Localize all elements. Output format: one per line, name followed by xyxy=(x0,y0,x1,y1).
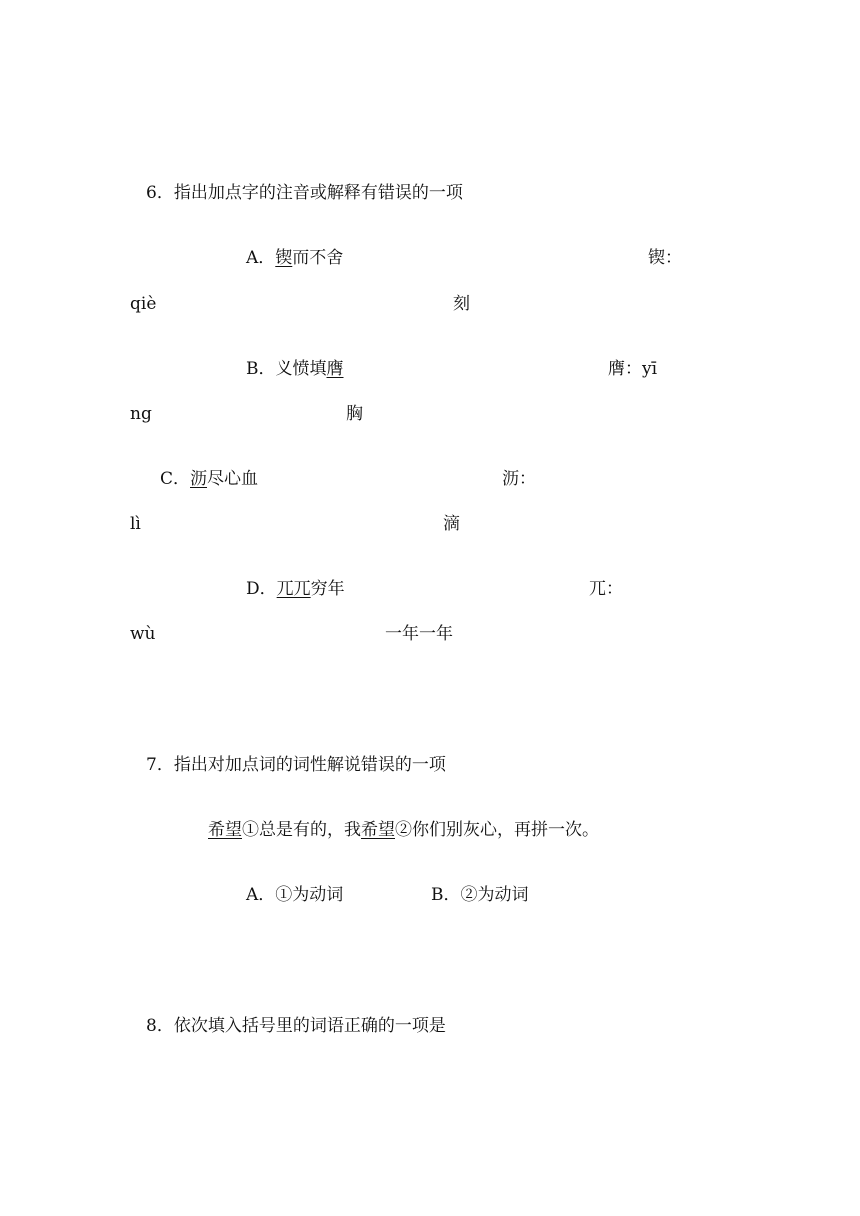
question-8-stem: 8．依次填入括号里的词语正确的一项是 xyxy=(146,1016,446,1036)
marked-char: 沥 xyxy=(190,469,208,489)
q6-option-c-term: C．沥尽心血 xyxy=(160,469,259,489)
marked-word: 希望 xyxy=(208,820,242,840)
q6-option-a-meaning: 刻 xyxy=(453,294,470,314)
q6-option-c-meaning: 滴 xyxy=(443,514,460,534)
q6-option-b-pinyin: ng xyxy=(130,404,152,424)
q6-option-b-gloss-char: 膺：yī xyxy=(608,359,658,379)
q6-option-d-meaning: 一年一年 xyxy=(385,624,453,644)
q6-option-c-gloss-char: 沥： xyxy=(502,469,536,489)
q7-option-a: A．①为动词 xyxy=(246,885,344,905)
question-7-stem: 7．指出对加点词的词性解说错误的一项 xyxy=(146,755,446,775)
q6-option-c-pinyin: lì xyxy=(130,514,141,534)
q6-option-b-meaning: 胸 xyxy=(346,404,363,424)
marked-char: 锲 xyxy=(275,248,293,268)
q6-option-a-gloss-char: 锲： xyxy=(648,248,682,268)
marked-word: 希望 xyxy=(361,820,395,840)
q6-option-a-term: A．锲而不舍 xyxy=(246,248,344,268)
q6-option-d-pinyin: wù xyxy=(130,624,156,644)
q6-option-d-gloss-char: 兀： xyxy=(589,579,623,599)
q7-option-b: B．②为动词 xyxy=(431,885,529,905)
q6-option-a-pinyin: qiè xyxy=(130,294,157,314)
q6-option-d-term: D．兀兀穷年 xyxy=(246,579,345,599)
marked-char: 膺 xyxy=(326,359,344,379)
marked-char: 兀兀 xyxy=(276,579,311,599)
q7-sentence: 希望①总是有的，我希望②你们别灰心，再拼一次。 xyxy=(208,820,599,840)
question-6-stem: 6．指出加点字的注音或解释有错误的一项 xyxy=(146,183,463,203)
q6-option-b-term: B．义愤填膺 xyxy=(246,359,344,379)
